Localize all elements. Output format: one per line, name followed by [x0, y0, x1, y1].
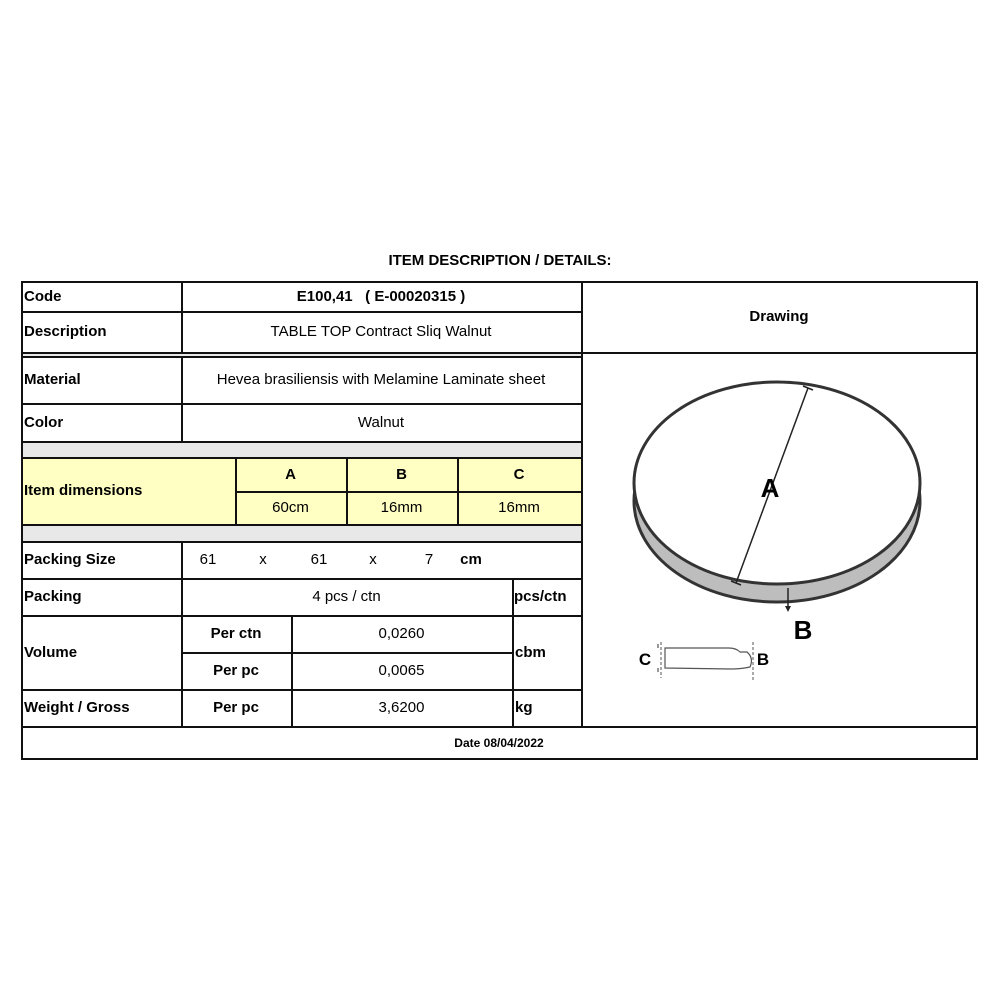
weight-unit: kg	[515, 699, 533, 716]
volume-unit: cbm	[515, 643, 546, 661]
volume-per-ctn-value: 0,0260	[378, 625, 425, 642]
page-title: ITEM DESCRIPTION / DETAILS:	[388, 251, 612, 269]
weight-label: Weight / Gross	[24, 699, 130, 716]
color-value: Walnut	[357, 413, 405, 431]
volume-per-pc-value: 0,0065	[378, 662, 425, 679]
rule	[21, 524, 581, 526]
code-label: Code	[24, 287, 62, 305]
color-label: Color	[24, 413, 64, 431]
weight-per-label: Per pc	[213, 699, 259, 716]
packing-size-separator: x	[369, 551, 377, 568]
dimension-b-arrowhead	[785, 606, 791, 612]
dimension-value-c: 16mm	[498, 499, 540, 516]
dimension-header-b: B	[396, 465, 407, 483]
packing-label: Packing	[24, 588, 82, 605]
dimension-header-a: A	[285, 465, 296, 483]
description-value: TABLE TOP Contract Sliq Walnut	[270, 323, 492, 340]
code-value: E100,41 ( E-00020315 )	[296, 287, 466, 305]
profile-c-label: C	[638, 650, 652, 669]
volume-per-pc-label: Per pc	[213, 662, 259, 679]
material-value: Hevea brasiliensis with Melamine Laminate sheet	[216, 371, 546, 388]
packing-size-unit: cm	[460, 551, 482, 568]
dimension-b-label: B	[793, 615, 813, 645]
packing-size-separator: x	[259, 551, 267, 568]
volume-label: Volume	[24, 643, 78, 661]
packing-size-length: 61	[199, 551, 217, 568]
dimensions-label: Item dimensions	[24, 482, 143, 499]
packing-size-width: 61	[310, 551, 328, 568]
dimension-value-b: 16mm	[380, 499, 423, 516]
rule	[21, 441, 581, 443]
packing-value: 4 pcs / ctn	[312, 588, 381, 605]
description-label: Description	[24, 323, 107, 340]
edge-profile	[665, 648, 751, 669]
dimension-value-a: 60cm	[272, 499, 309, 516]
date-footer: Date 08/04/2022	[454, 736, 544, 750]
rule	[21, 352, 977, 354]
profile-b-label: B	[756, 650, 770, 669]
weight-value: 3,6200	[378, 699, 425, 716]
tabletop-drawing	[583, 358, 975, 724]
packing-size-height: 7	[424, 551, 434, 568]
drawing-header: Drawing	[749, 308, 809, 325]
material-label: Material	[24, 371, 81, 388]
volume-per-ctn-label: Per ctn	[210, 625, 262, 642]
packing-unit: pcs/ctn	[514, 588, 567, 605]
dimension-a-label: A	[760, 473, 780, 503]
packing-size-label: Packing Size	[24, 551, 116, 568]
dimension-header-c: C	[513, 465, 525, 483]
